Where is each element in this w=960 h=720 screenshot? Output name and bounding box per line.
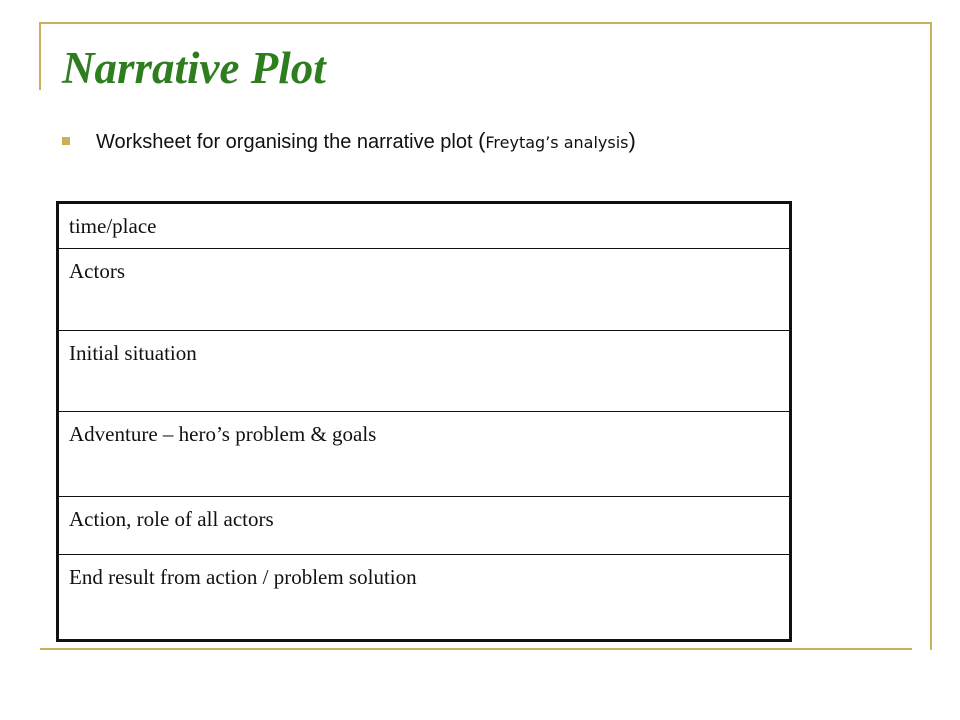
bullet-text: Worksheet for organising the narrative plot [96, 131, 479, 153]
right-divider [930, 22, 932, 650]
bullet-item [62, 128, 636, 154]
bullet-emphasis: Freytag’s analysis [485, 133, 629, 152]
table-row [58, 555, 791, 641]
top-divider [40, 22, 932, 24]
worksheet-table [56, 201, 792, 642]
square-bullet-icon [62, 137, 70, 145]
bullet-paren-close: ) [628, 128, 636, 153]
left-divider [39, 22, 41, 90]
table-row [58, 412, 791, 497]
bullet-paren-open: ( [478, 128, 486, 153]
table-cell: Action, role of all actors [58, 497, 791, 555]
table-row [58, 203, 791, 249]
table-row [58, 497, 791, 555]
bullet-content [96, 128, 636, 154]
slide-title: Narrative Plot [62, 43, 326, 93]
bottom-divider [40, 648, 912, 650]
table-cell: Actors [58, 249, 791, 331]
table-cell: time/place [58, 203, 791, 249]
table-row [58, 331, 791, 412]
table-cell: Adventure – hero’s problem & goals [58, 412, 791, 497]
table-cell: End result from action / problem solution [58, 555, 791, 641]
table-cell: Initial situation [58, 331, 791, 412]
table-row [58, 249, 791, 331]
